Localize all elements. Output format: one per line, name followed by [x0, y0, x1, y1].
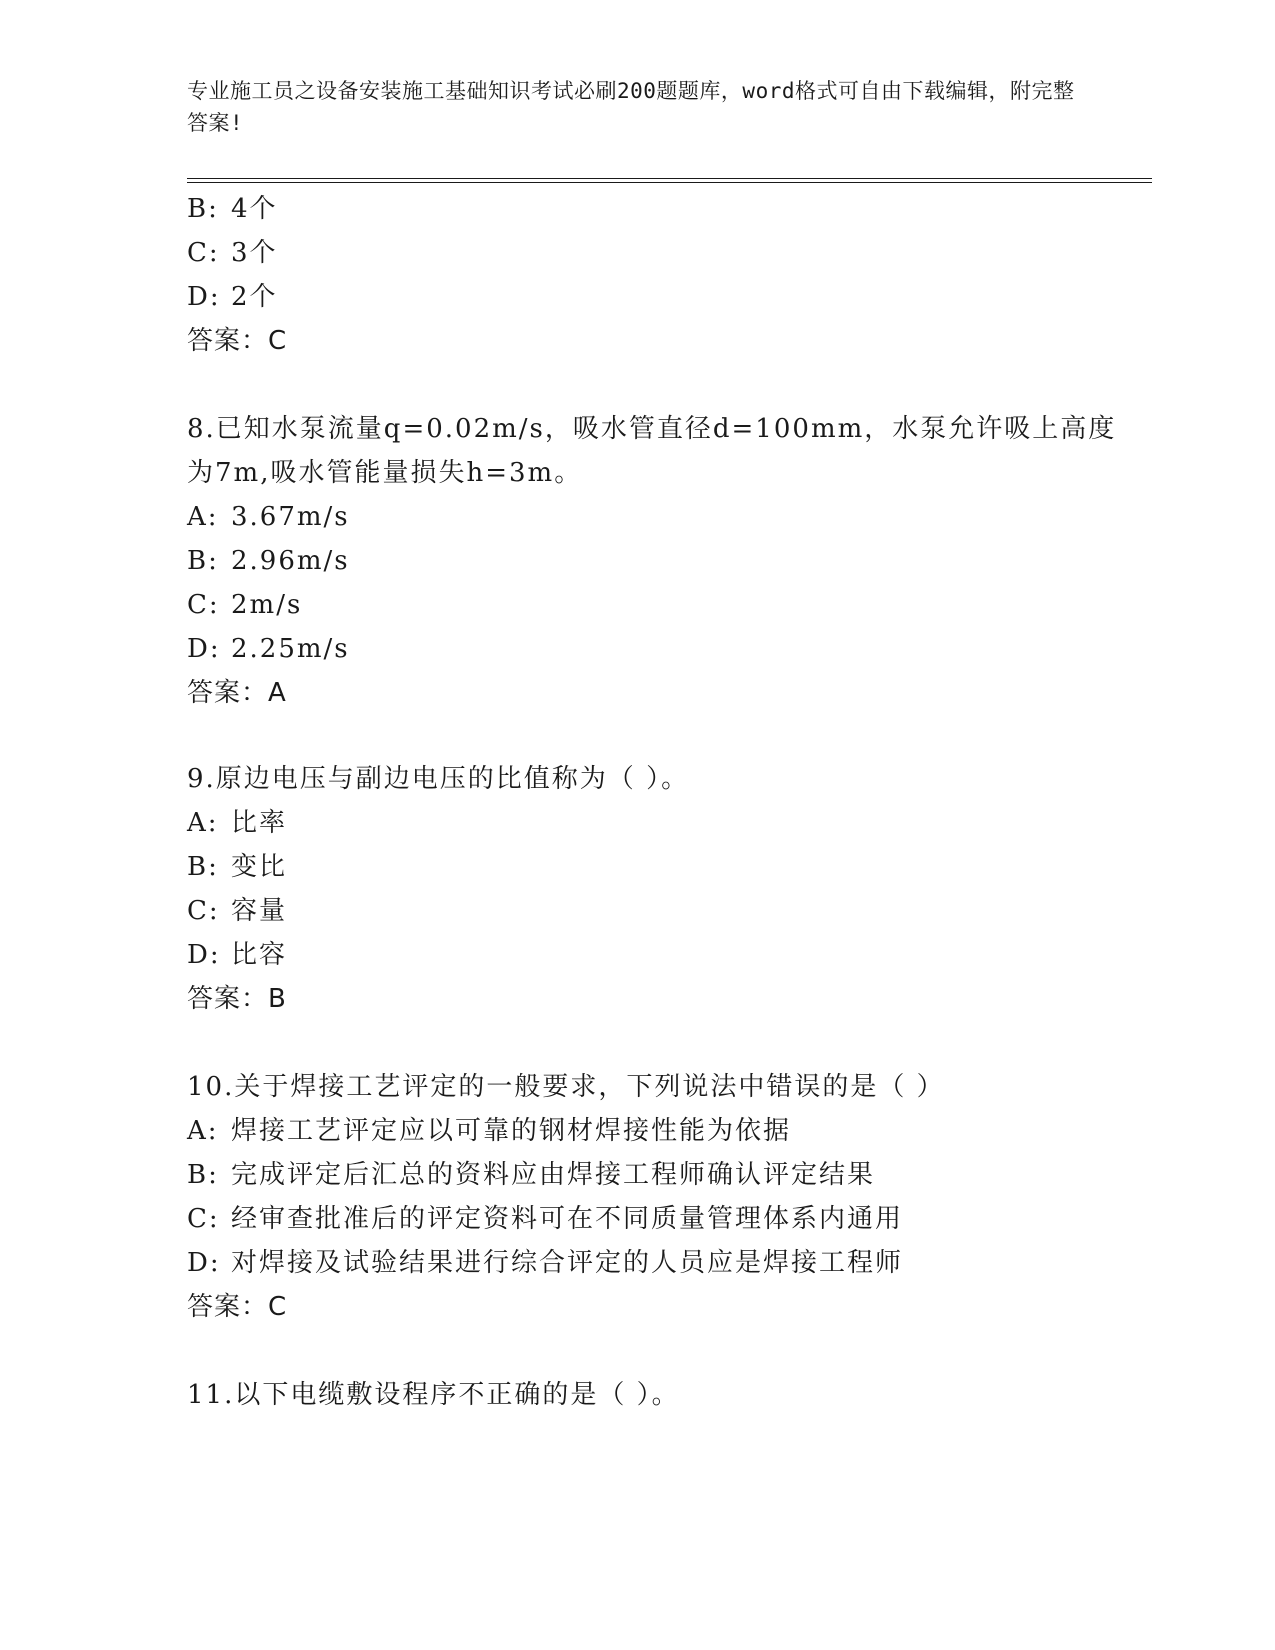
q9-option-b [187, 850, 287, 884]
option-text: 比容 [231, 940, 288, 970]
option-text: 4个 [231, 194, 278, 224]
option-key: B: [187, 1160, 219, 1190]
q10-stem: 10.关于焊接工艺评定的一般要求，下列说法中错误的是（ ） [187, 1072, 945, 1102]
option-text: 2个 [231, 282, 278, 312]
option-key: B: [187, 546, 219, 576]
q9-stem: 9.原边电压与副边电压的比值称为（ ）。 [187, 764, 690, 794]
q8-option-d [187, 632, 350, 666]
q8-stem-line1: 8.已知水泵流量q=0.02m/s，吸水管直径d=100mm，水泵允许吸上高度 [187, 414, 1117, 444]
q9-option-a [187, 806, 287, 840]
option-key: B: [187, 852, 219, 882]
option-key: A: [187, 808, 219, 838]
option-text: 2.96m/s [231, 546, 350, 576]
header-divider-bottom [187, 182, 1152, 183]
option-key: B: [187, 194, 219, 224]
q8-option-b [187, 544, 350, 578]
q8-option-a [187, 500, 350, 534]
q10-answer: 答案：C [187, 1292, 288, 1322]
q8-answer: 答案：A [187, 678, 287, 708]
option-text: 完成评定后汇总的资料应由焊接工程师确认评定结果 [231, 1160, 876, 1190]
q9-option-c [187, 894, 287, 928]
q9-option-d [187, 938, 287, 972]
option-text: 比率 [231, 808, 288, 838]
q8-option-c [187, 588, 302, 622]
q7-option-c [187, 236, 278, 270]
q7-option-d [187, 280, 278, 314]
option-key: C: [187, 238, 220, 268]
option-key: D: [187, 634, 221, 664]
option-text: 3.67m/s [231, 502, 350, 532]
document-header-title: 专业施工员之设备安装施工基础知识考试必刷200题题库，word格式可自由下载编辑，附完整答案! [187, 79, 1075, 135]
option-key: A: [187, 1116, 219, 1146]
q9-answer: 答案：B [187, 984, 287, 1014]
q7-option-b [187, 192, 278, 226]
option-key: C: [187, 590, 220, 620]
option-key: C: [187, 896, 220, 926]
option-key: C: [187, 1204, 220, 1234]
q10-option-a [187, 1114, 791, 1148]
q10-option-b [187, 1158, 875, 1192]
q10-option-c [187, 1202, 903, 1236]
q8-stem-line2: 为7m,吸水管能量损失h=3m。 [187, 458, 583, 488]
option-text: 2m/s [231, 590, 303, 620]
option-key: D: [187, 1248, 221, 1278]
option-text: 经审查批准后的评定资料可在不同质量管理体系内通用 [231, 1204, 904, 1234]
q11-stem: 11.以下电缆敷设程序不正确的是（ ）。 [187, 1380, 680, 1410]
option-text: 变比 [231, 852, 288, 882]
option-key: D: [187, 282, 221, 312]
option-key: D: [187, 940, 221, 970]
q7-answer: 答案：C [187, 326, 288, 356]
option-text: 3个 [231, 238, 278, 268]
header-divider-top [187, 178, 1152, 179]
option-text: 容量 [231, 896, 288, 926]
option-text: 对焊接及试验结果进行综合评定的人员应是焊接工程师 [231, 1248, 904, 1278]
option-text: 焊接工艺评定应以可靠的钢材焊接性能为依据 [231, 1116, 792, 1146]
option-key: A: [187, 502, 219, 532]
q10-option-d [187, 1246, 903, 1280]
option-text: 2.25m/s [231, 634, 350, 664]
